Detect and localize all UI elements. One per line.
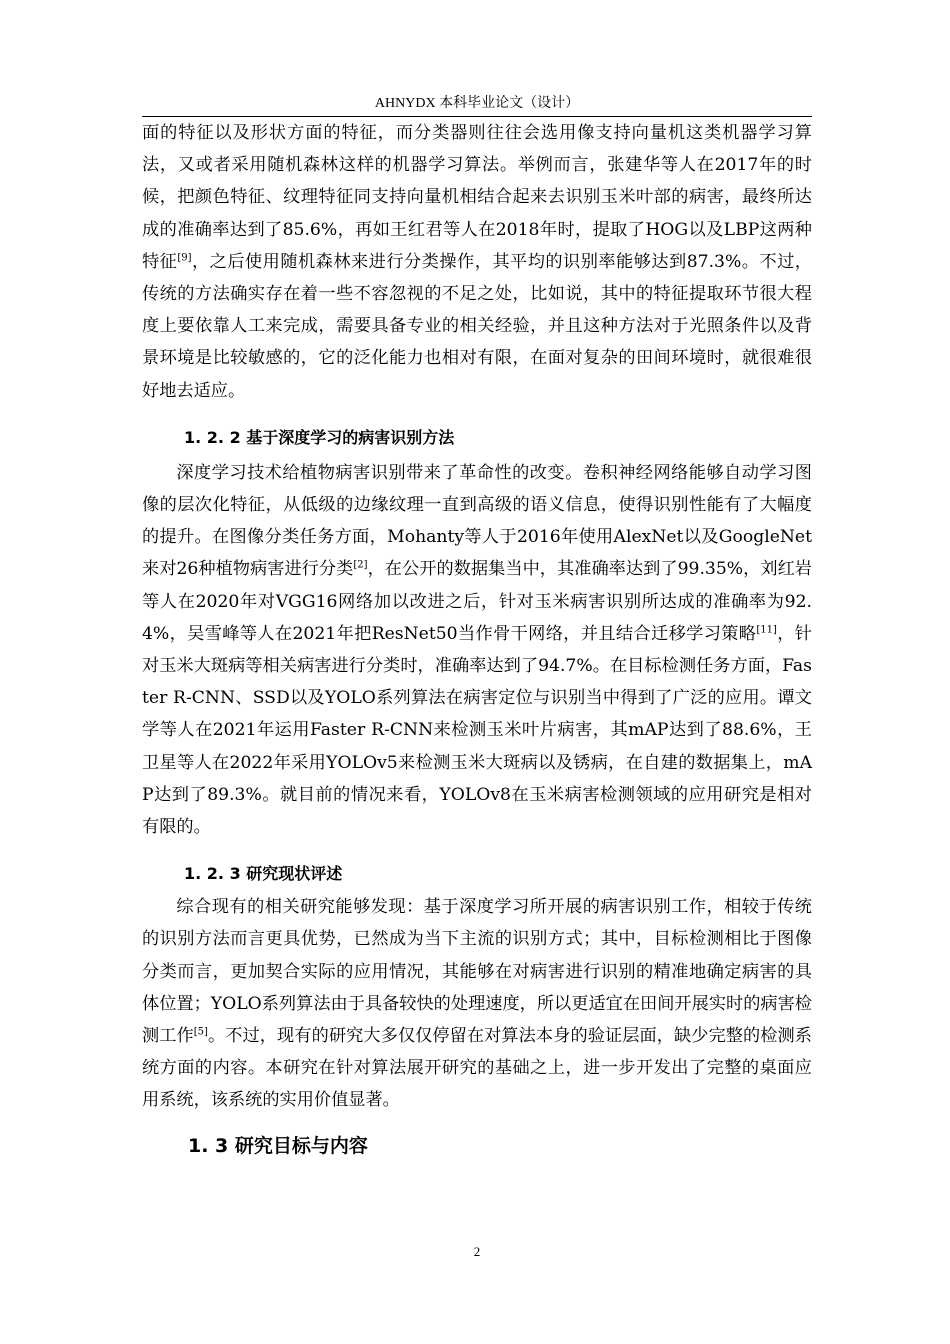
citation: [9]: [177, 252, 192, 264]
paragraph-text: 面的特征以及形状方面的特征，而分类器则往往会选用像支持向量机这类机器学习算法，又或者采用随机森林这样的机器学习算法。举例而言，张建华等人在2017年的时候，把颜色特征、纹理特征同支持向量机相结合起来去识别玉米叶部的病害，最终所达成的准确率达到了85.6%，再如王红君等人在2018年时，提取了HOG以及LBP这两种特征: [142, 123, 812, 272]
running-header: AHNYDX 本科毕业论文（设计）: [374, 96, 580, 111]
paragraph-text: 深度学习技术给植物病害识别带来了革命性的改变。卷积神经网络能够自动学习图像的层次化特征，从低级的边缘纹理一直到高级的语义信息，使得识别性能有了大幅度的提升。在图像分类任务方面，Mohanty等人于2016年使用AlexNet以及GoogleNet来对26种植物病害进行分类: [142, 462, 812, 580]
paragraph-traditional-methods: [142, 117, 812, 407]
paragraph-text: 综合现有的相关研究能够发现：基于深度学习所开展的病害识别工作，相较于传统的识别方法而言更具优势，已然成为当下主流的识别方式；其中，目标检测相比于图像分类而言，更加契合实际的应用情况，其能够在对病害进行识别的精准地确定病害的具体位置；YOLO系列算法由于具备较快的处理速度，所以更适宜在田间开展实时的病害检测工作: [142, 897, 812, 1047]
citation: [2]: [353, 559, 368, 571]
citation: [11]: [756, 624, 777, 636]
section-heading-1-2-3: 1. 2. 3 研究现状评述: [184, 864, 343, 884]
citation: [5]: [193, 1026, 208, 1038]
paragraph-text: ，之后使用随机森林来进行分类操作，其平均的识别率能够达到87.3%。不过，传统的方法确实存在着一些不容忽视的不足之处，比如说，其中的特征提取环节很大程度上要依靠人工来完成，需要具备专业的相关经验，并且这种方法对于光照条件以及背景环境是比较敏感的，它的泛化能力也相对有限，在面对复杂的田间环境时，就很难很好地去适应。: [142, 251, 812, 401]
paragraph-text: 。不过，现有的研究大多仅仅停留在对算法本身的验证层面，缺少完整的检测系统方面的内容。本研究在针对算法展开研究的基础之上，进一步开发出了完整的桌面应用系统，该系统的实用价值显著。: [142, 1026, 812, 1111]
paragraph-text: ，在公开的数据集当中，其准确率达到了99.35%，刘红岩等人在2020年对VGG16网络加以改进之后，针对玉米病害识别所达成的准确率为92.4%，吴雪峰等人在2021年把ResNet50当作骨干网络，并且结合迁移学习策略: [142, 559, 812, 644]
paragraph-deep-learning-methods: [142, 457, 812, 843]
section-heading-1-3: 1. 3 研究目标与内容: [188, 1134, 368, 1157]
paragraph-research-review: [142, 891, 812, 1116]
section-heading-1-2-2: 1. 2. 2 基于深度学习的病害识别方法: [184, 427, 455, 447]
page-body: [142, 117, 812, 1161]
page-number: 2: [473, 1244, 481, 1259]
paragraph-text: ，针对玉米大斑病等相关病害进行分类时，准确率达到了94.7%。在目标检测任务方面，Faster R-CNN、SSD以及YOLO系列算法在病害定位与识别当中得到了广泛的应用。谭文学等人在2021年运用Faster R-CNN来检测玉米叶片病害，其mAP达到了88.6%，王卫星等人在2022年采用YOLOv5来检测玉米大斑病以及锈病，在自建的数据集上，mAP达到了89.3%。就目前的情况来看，YOLOv8在玉米病害检测领域的应用研究是相对有限的。: [142, 623, 812, 838]
